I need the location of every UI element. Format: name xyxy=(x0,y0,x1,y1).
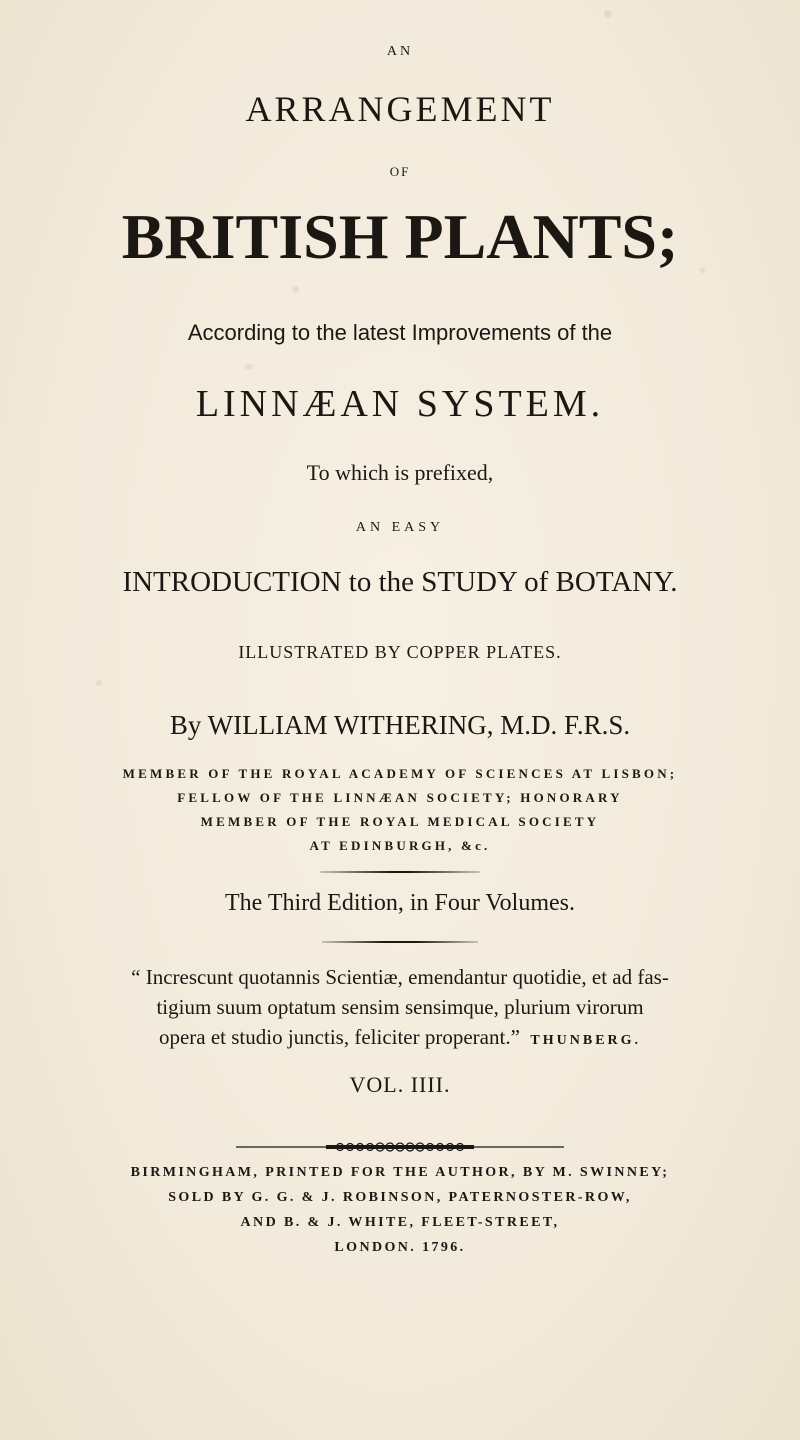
epigraph xyxy=(60,962,740,1056)
divider-rule xyxy=(322,941,478,943)
subtitle-introduction: INTRODUCTION to the STUDY of BOTANY. xyxy=(122,566,678,598)
subtitle-an-easy: AN EASY xyxy=(355,520,445,535)
epigraph-line: opera et studio junctis, feliciter properant.” xyxy=(158,1025,520,1049)
affiliation-line: MEMBER OF THE ROYAL ACADEMY OF SCIENCES AT LISBON; xyxy=(122,766,678,781)
imprint-line: AND B. & J. WHITE, FLEET-STREET, xyxy=(240,1215,560,1230)
affiliation-line: AT EDINBURGH, &c. xyxy=(309,838,491,853)
affiliation-line: FELLOW OF THE LINNÆAN SOCIETY; HONORARY xyxy=(177,790,623,805)
epigraph-line-final xyxy=(60,1022,740,1056)
ornament-rule xyxy=(236,1142,564,1152)
imprint-line: SOLD BY G. G. & J. ROBINSON, PATERNOSTER-ROW, xyxy=(168,1190,632,1205)
divider-rule xyxy=(320,871,480,873)
edition-statement: The Third Edition, in Four Volumes. xyxy=(224,890,575,916)
affiliation-line: MEMBER OF THE ROYAL MEDICAL SOCIETY xyxy=(200,814,600,829)
subtitle-linnaean-system: LINNÆAN SYSTEM. xyxy=(195,383,605,425)
subtitle-prefixed: To which is prefixed, xyxy=(306,460,494,485)
title-an: AN xyxy=(386,44,414,59)
foxing-spot xyxy=(604,10,612,18)
foxing-spot xyxy=(292,286,299,293)
subtitle-illustrated: ILLUSTRATED BY COPPER PLATES. xyxy=(238,642,562,662)
epigraph-line: tigium suum optatum sensim sensimque, plurium virorum xyxy=(156,995,644,1019)
epigraph-attribution: THUNBERG. xyxy=(530,1033,642,1048)
subtitle-according: According to the latest Improvements of the xyxy=(187,320,613,345)
volume-number: VOL. IIII. xyxy=(349,1072,451,1097)
foxing-spot xyxy=(244,364,253,370)
author-affiliations xyxy=(0,762,800,858)
imprint-line: BIRMINGHAM, PRINTED FOR THE AUTHOR, BY M. SWINNEY; xyxy=(130,1165,670,1180)
foxing-spot xyxy=(96,680,102,686)
imprint-line: LONDON. 1796. xyxy=(334,1240,466,1255)
epigraph-line: “ Increscunt quotannis Scientiæ, emendantur quotidie, et ad fas- xyxy=(131,965,669,989)
title-of: OF xyxy=(389,164,411,179)
title-arrangement: ARRANGEMENT xyxy=(245,89,555,129)
imprint xyxy=(0,1160,800,1260)
title-british-plants: BRITISH PLANTS; xyxy=(121,201,679,272)
author-byline: By WILLIAM WITHERING, M.D. F.R.S. xyxy=(169,710,631,740)
